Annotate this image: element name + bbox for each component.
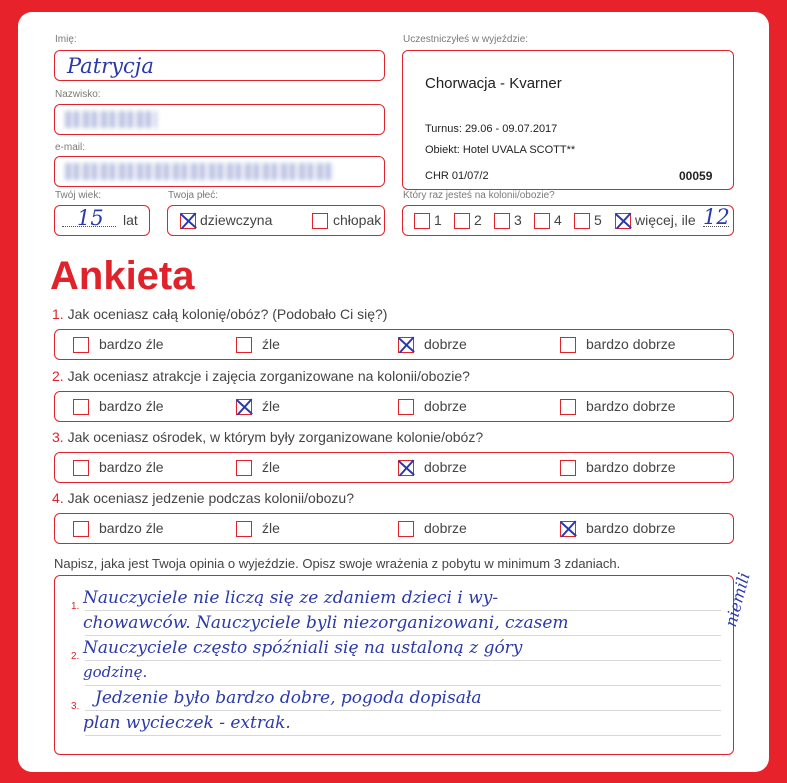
q3-dobrze-checkbox[interactable] [398,460,414,476]
opinion-rule-1 [85,610,721,611]
times-1-checkbox[interactable] [414,213,430,229]
q4-dobrze-checkbox[interactable] [398,521,414,537]
q2-dobrze-label: dobrze [424,398,467,414]
opinion-rule-2 [85,635,721,636]
times-more-label: więcej, ile [635,212,696,228]
q2-bardzo-zle-label: bardzo źle [99,398,164,414]
name-field[interactable] [54,50,385,81]
trip-name: Chorwacja - Kvarner [425,75,562,92]
q2-bardzo-zle-checkbox[interactable] [73,399,89,415]
q1-dobrze-checkbox[interactable] [398,337,414,353]
times-5-checkbox[interactable] [574,213,590,229]
opinion-line-4: godzinę. [83,663,148,681]
name-label: Imię: [55,34,77,45]
age-field[interactable] [54,205,150,236]
q2-zle-checkbox[interactable] [236,399,252,415]
gender-boy-checkbox[interactable] [312,213,328,229]
gender-girl-checkbox[interactable] [180,213,196,229]
trip-object: Obiekt: Hotel UVALA SCOTT** [425,144,576,156]
q1-options [54,329,734,360]
opinion-rule-3 [85,660,721,661]
times-5-label: 5 [594,212,602,228]
gender-boy-label: chłopak [333,212,382,228]
q3-zle-checkbox[interactable] [236,460,252,476]
times-3-label: 3 [514,212,522,228]
times-more-checkbox[interactable] [615,213,631,229]
times-4-label: 4 [554,212,562,228]
opinion-prompt: Napisz, jaka jest Twoja opinia o wyjeździe. Opisz swoje wrażenia z pobytu w minimum 3 zdaniach. [54,556,621,571]
margin-note: niemili [721,570,754,629]
opinion-line-5: Jedzenie było bardzo dobre, pogoda dopisała [95,688,482,708]
times-1-label: 1 [434,212,442,228]
survey-sheet [18,12,769,772]
q3-bardzo-zle-label: bardzo źle [99,459,164,475]
q3-zle-label: źle [262,459,280,475]
opinion-line-1: Nauczyciele nie liczą się ze zdaniem dzieci i wy- [83,588,499,608]
question-1: 1. Jak oceniasz całą kolonię/obóz? (Podobało Ci się?) [52,306,388,322]
surname-label: Nazwisko: [55,89,101,100]
age-unit: lat [123,212,138,228]
q1-zle-checkbox[interactable] [236,337,252,353]
q2-bardzo-dobrze-checkbox[interactable] [560,399,576,415]
gender-field [167,205,385,236]
trip-turnus: Turnus: 29.06 - 09.07.2017 [425,123,558,135]
participation-label: Uczestniczyłeś w wyjeździe: [403,34,529,45]
q2-zle-label: źle [262,398,280,414]
q2-bardzo-dobrze-label: bardzo dobrze [586,398,676,414]
times-2-label: 2 [474,212,482,228]
q1-bardzo-zle-label: bardzo źle [99,336,164,352]
opinion-rule-5 [85,710,721,711]
age-value: 15 [77,206,104,230]
q4-bardzo-dobrze-label: bardzo dobrze [586,520,676,536]
opinion-line-6: plan wycieczek - extrak. [83,713,291,733]
gender-girl-label: dziewczyna [200,212,273,228]
q1-bardzo-dobrze-label: bardzo dobrze [586,336,676,352]
trip-code: CHR 01/07/2 [425,170,489,182]
times-value: 12 [703,205,730,229]
email-label: e-mail: [55,142,86,153]
opinion-rule-4 [85,685,721,686]
q4-zle-label: źle [262,520,280,536]
gender-label: Twoja płeć: [168,190,219,201]
q1-zle-label: źle [262,336,280,352]
opinion-rule-6 [85,735,721,736]
opinion-line-3: Nauczyciele często spóźniali się na ustaloną z góry [83,638,523,658]
q2-dobrze-checkbox[interactable] [398,399,414,415]
q4-dobrze-label: dobrze [424,520,467,536]
times-label: Który raz jesteś na kolonii/obozie? [403,190,555,201]
q1-dobrze-label: dobrze [424,336,467,352]
q4-bardzo-zle-label: bardzo źle [99,520,164,536]
q4-zle-checkbox[interactable] [236,521,252,537]
q3-bardzo-zle-checkbox[interactable] [73,460,89,476]
question-3: 3. Jak oceniasz ośrodek, w którym były zorganizowane kolonie/obóz? [52,429,484,445]
q3-bardzo-dobrze-checkbox[interactable] [560,460,576,476]
q1-bardzo-dobrze-checkbox[interactable] [560,337,576,353]
q3-options [54,452,734,483]
times-4-checkbox[interactable] [534,213,550,229]
q4-bardzo-zle-checkbox[interactable] [73,521,89,537]
surname-redacted [65,111,157,128]
q3-dobrze-label: dobrze [424,459,467,475]
email-redacted [65,163,333,180]
name-value: Patrycja [67,54,154,78]
survey-title: Ankieta [50,254,195,298]
form-number: 00059 [679,169,713,183]
question-4: 4. Jak oceniasz jedzenie podczas kolonii/obozu? [52,490,354,506]
q4-options [54,513,734,544]
age-label: Twój wiek: [55,190,102,201]
email-field[interactable] [54,156,385,187]
q2-options [54,391,734,422]
q4-bardzo-dobrze-checkbox[interactable] [560,521,576,537]
question-2: 2. Jak oceniasz atrakcje i zajęcia zorganizowane na kolonii/obozie? [52,368,470,384]
q3-bardzo-dobrze-label: bardzo dobrze [586,459,676,475]
times-2-checkbox[interactable] [454,213,470,229]
opinion-box[interactable] [54,575,734,755]
surname-field[interactable] [54,104,385,135]
opinion-number-3: 3. [71,701,80,712]
q1-bardzo-zle-checkbox[interactable] [73,337,89,353]
opinion-number-2: 2. [71,651,80,662]
times-field [402,205,734,236]
opinion-line-2: chowawców. Nauczyciele byli niezorganizowani, czasem [83,613,569,633]
times-3-checkbox[interactable] [494,213,510,229]
opinion-number-1: 1. [71,601,80,612]
trip-info-box [402,50,734,190]
